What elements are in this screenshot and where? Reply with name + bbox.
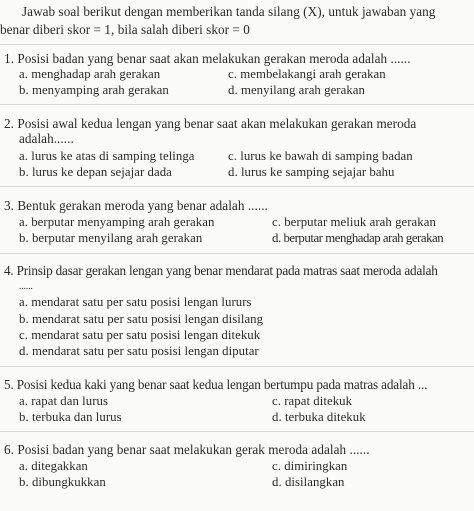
section-divider bbox=[0, 253, 474, 254]
question-4-option-d[interactable]: d. mendarat satu per satu posisi lengan diputar bbox=[19, 344, 259, 358]
question-6-option-a[interactable]: a. ditegakkan bbox=[19, 459, 88, 473]
question-5-option-a[interactable]: a. rapat dan lurus bbox=[19, 394, 109, 408]
question-6-stem: 6. Posisi badan yang benar saat melakukan gerak meroda adalah ...... bbox=[4, 442, 370, 457]
question-1-option-d[interactable]: d. menyilang arah gerakan bbox=[228, 83, 365, 97]
instructions-line-1: Jawab soal berikut dengan memberikan tanda silang (X), untuk jawaban yang bbox=[22, 4, 436, 19]
question-4-stem-line-2: ...... bbox=[19, 281, 33, 291]
question-2-stem-line-1: 2. Posisi awal kedua lengan yang benar saat akan melakukan gerakan meroda bbox=[4, 116, 417, 131]
question-2-option-c[interactable]: c. lurus ke bawah di samping badan bbox=[228, 149, 413, 163]
question-2-option-b[interactable]: b. lurus ke depan sejajar dada bbox=[19, 165, 172, 179]
section-divider bbox=[0, 186, 474, 187]
question-5-option-b[interactable]: b. terbuka dan lurus bbox=[19, 410, 122, 424]
question-3-option-b[interactable]: b. berputar menyilang arah gerakan bbox=[19, 231, 203, 245]
question-4-option-c[interactable]: c. mendarat satu per satu posisi lengan ditekuk bbox=[19, 328, 261, 342]
question-5-stem: 5. Posisi kedua kaki yang benar saat kedua lengan bertumpu pada matras adalah ... bbox=[4, 377, 428, 392]
question-1-option-c[interactable]: c. membelakangi arah gerakan bbox=[228, 67, 386, 81]
question-2-option-d[interactable]: d. lurus ke samping sejajar bahu bbox=[228, 165, 395, 179]
section-divider bbox=[0, 104, 474, 105]
question-4-option-b[interactable]: b. mendarat satu per satu posisi lengan disilang bbox=[19, 312, 264, 326]
question-4-option-a[interactable]: a. mendarat satu per satu posisi lengan lururs bbox=[19, 295, 252, 309]
instructions-line-2: benar diberi skor = 1, bila salah diberi skor = 0 bbox=[0, 22, 250, 37]
question-6-option-b[interactable]: b. dibungkukkan bbox=[19, 475, 106, 489]
question-4-stem-line-1: 4. Prinsip dasar gerakan lengan yang benar mendarat pada matras saat meroda adalah bbox=[4, 263, 438, 278]
question-5-option-c[interactable]: c. rapat ditekuk bbox=[272, 394, 353, 408]
question-3-option-c[interactable]: c. berputar meliuk arah gerakan bbox=[272, 215, 436, 229]
question-1-option-b[interactable]: b. menyamping arah gerakan bbox=[19, 83, 169, 97]
section-divider bbox=[0, 431, 474, 432]
question-1-option-a[interactable]: a. menghadap arah gerakan bbox=[19, 67, 161, 81]
question-5-option-d[interactable]: d. terbuka ditekuk bbox=[272, 410, 366, 424]
question-3-option-a[interactable]: a. berputar menyamping arah gerakan bbox=[19, 215, 215, 229]
question-3-stem: 3. Bentuk gerakan meroda yang benar adalah ...... bbox=[4, 198, 268, 213]
question-6-option-d[interactable]: d. disilangkan bbox=[272, 475, 345, 489]
question-6-option-c[interactable]: c. dimiringkan bbox=[272, 459, 348, 473]
question-2-stem-line-2: adalah...... bbox=[19, 131, 74, 146]
question-2-option-a[interactable]: a. lurus ke atas di samping telinga bbox=[19, 149, 195, 163]
section-divider bbox=[0, 366, 474, 367]
question-3-option-d[interactable]: d. berputar menghadap arah gerakan bbox=[272, 231, 444, 245]
section-divider bbox=[0, 44, 474, 45]
question-1-stem: 1. Posisi badan yang benar saat akan melakukan gerakan meroda adalah ...... bbox=[4, 51, 411, 66]
